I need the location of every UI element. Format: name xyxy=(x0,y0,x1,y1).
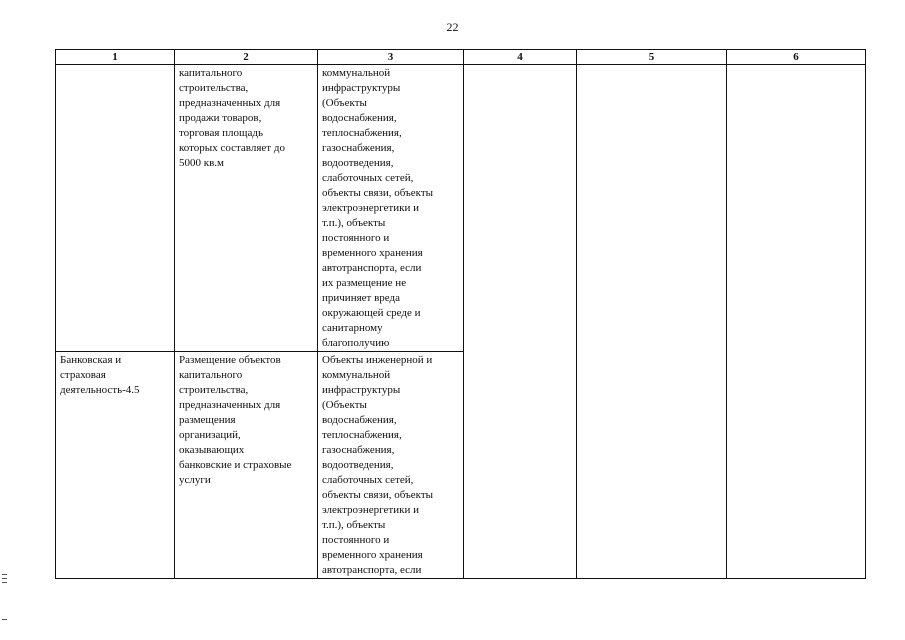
margin-mark xyxy=(2,619,7,620)
column-header-1: 1 xyxy=(56,50,175,65)
table-cell-col4 xyxy=(464,65,577,352)
column-header-6: 6 xyxy=(727,50,866,65)
table-cell-use-type: Банковская и страховая деятельность-4.5 xyxy=(56,352,175,579)
table-cell-description: капитального строительства, предназначенных для продажи товаров, торговая площадь которых составляет до 5000 кв.м xyxy=(175,65,318,352)
column-header-5: 5 xyxy=(577,50,727,65)
page-number: 22 xyxy=(446,20,459,34)
table-cell-use-type xyxy=(56,65,175,352)
header-row xyxy=(56,50,866,65)
regulations-table xyxy=(55,49,866,579)
table-cell-col5 xyxy=(577,65,727,352)
column-header-3: 3 xyxy=(318,50,464,65)
table-row xyxy=(56,65,866,352)
margin-mark xyxy=(2,578,7,579)
column-header-4: 4 xyxy=(464,50,577,65)
margin-mark xyxy=(2,574,7,575)
table-row xyxy=(56,352,866,579)
table-cell-infrastructure: Объекты инженерной и коммунальной инфраструктуры (Объекты водоснабжения, теплоснабжения, газоснабжения, водоотведения, слаботочных сетей, объекты связи, объекты электроэнергетики и т.п.), объекты постоянного и временного хранения автотранспорта, если xyxy=(318,352,464,579)
table-cell-description: Размещение объектов капитального строительства, предназначенных для размещения организаций, оказывающих банковские и страховые услуги xyxy=(175,352,318,579)
column-header-2: 2 xyxy=(175,50,318,65)
table-cell-col6 xyxy=(727,65,866,352)
table-cell-col5 xyxy=(577,352,727,579)
table-cell-col4 xyxy=(464,352,577,579)
table-cell-col6 xyxy=(727,352,866,579)
table-cell-infrastructure: коммунальной инфраструктуры (Объекты водоснабжения, теплоснабжения, газоснабжения, водоотведения, слаботочных сетей, объекты связи, объекты электроэнергетики и т.п.), объекты постоянного и временного хранения автотранспорта, если их размещение не причиняет вреда окружающей среде и санитарному благополучию xyxy=(318,65,464,352)
margin-mark xyxy=(2,582,7,583)
